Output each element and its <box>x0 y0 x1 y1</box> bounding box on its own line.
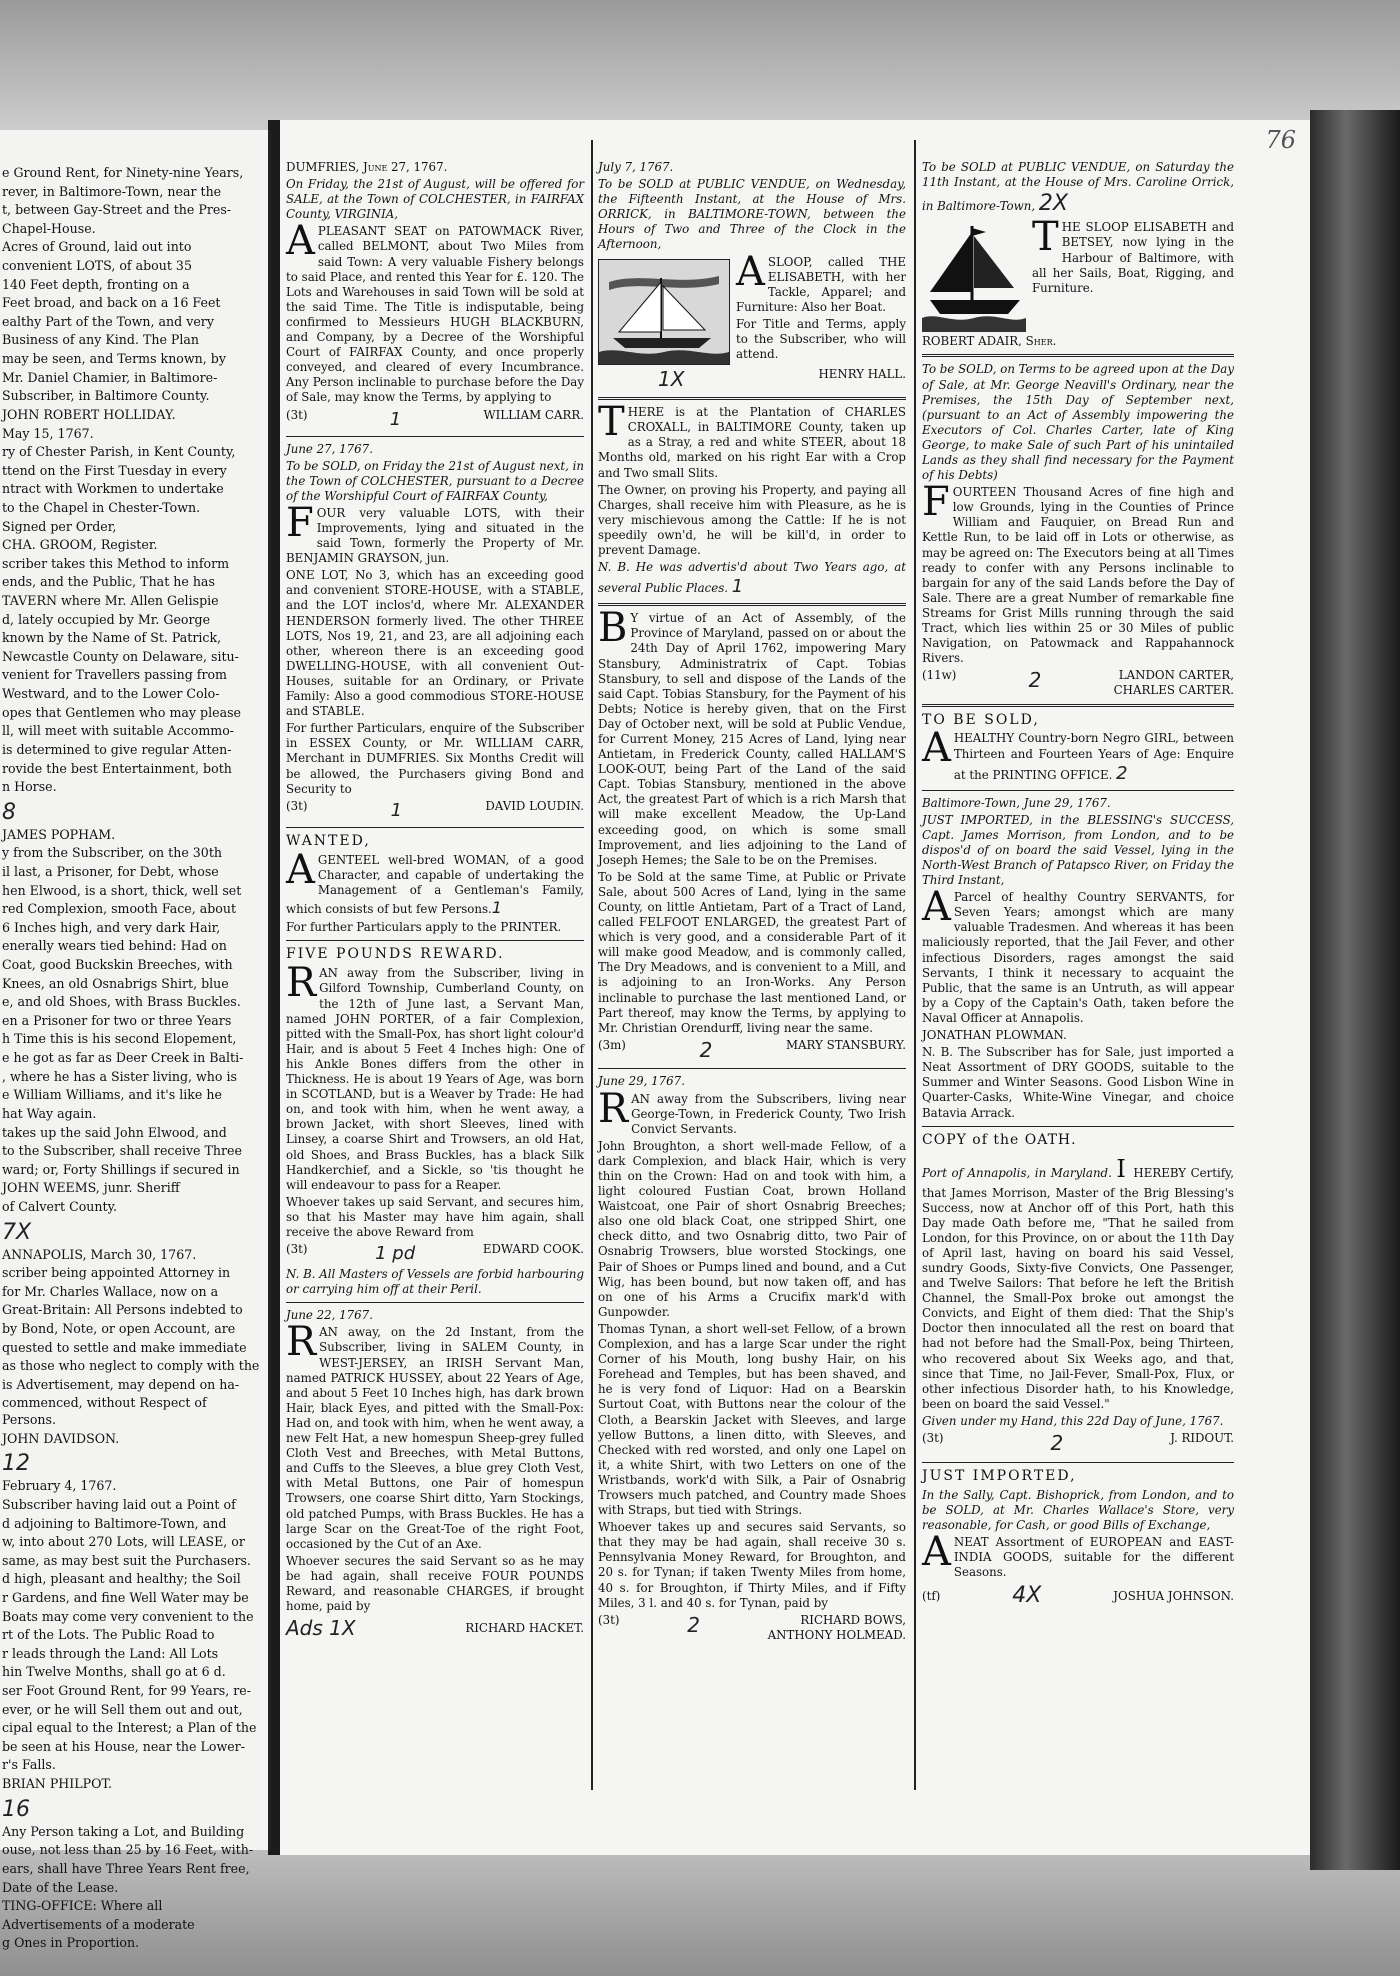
carter-signature-line: (11w) 2 LANDON CARTER, CHARLES CARTER. <box>922 668 1234 698</box>
left-page-line: same, as may best suit the Purchasers. <box>2 1552 251 1568</box>
left-page-line: quested to settle and make immediate <box>2 1339 247 1355</box>
act-ad: B Y virtue of an Act of Assembly, of the Province of Maryland, passed on or about the 24th Day of April 1762, impowering Mary Stansbury, Administratrix of Capt. Tobias Stansbury, to sell and dispose of the Lands of the said Capt. Tobias Stansbury, for the Payment of his Debts; Notice is hereby given, that on the First Day of October next, will be sold at Public Vendue, for Current Money, 215 Acres of Land, lying near Antietam, in Frederick County, called HALLAM'S LOOK-OUT, being Part of the Land of the said Capt. Tobias Stansbury, mentioned in the above Act, the greatest Part of which is a rich Marsh that will make excellent Meadow, the Up-Land exceeding good, on which is some small Improvement, and lies adjoining to the Land of Joseph Hemes; the Sale to be on the Premises. <box>598 605 906 867</box>
left-page-line: takes up the said John Elwood, and <box>2 1124 227 1140</box>
left-page-line: ears, shall have Three Years Rent free, <box>2 1860 250 1876</box>
column-2 <box>598 160 906 1780</box>
sloop-elisabeth-ad: THE SLOOP ELISABETH and BETSEY, now lying in the Harbour of Baltimore, with all her Sails, Boat, Rigging, and Furniture. <box>1032 214 1234 295</box>
left-page-line: Mr. Daniel Chamier, in Baltimore- <box>2 369 218 385</box>
left-page-line: as those who neglect to comply with the <box>2 1358 260 1374</box>
dumfries-ad: APLEASANT SEAT on PATOWMACK River, called BELMONT, about Two Miles from said Town: A very valuable Fishery belongs to said Place, and rented this Year for £. 120. The Lots and Warehouses in said Town will be sold at the said Time. The Title is indisputable, being confirmed to Messieurs HUGH BLACKBURN, and Company, by a Decree of the Worshipful Court of FAIRFAX County, and once properly conveyed, and cleared of every Incumbrance. Any Person inclinable to purchase before the Day of Sale, may know the Terms, by applying to <box>286 218 584 405</box>
left-page-line: JOHN WEEMS, junr. Sheriff <box>2 1180 180 1196</box>
steer-ad-body: The Owner, on proving his Property, and paying all Charges, shall receive him with Pleasure, as he is very mischievous among the Cattle: If he is not speedily own'd, he will be kill'd, in order to prevent Damage. <box>598 482 906 557</box>
hussey-signature-line: Ads 1X RICHARD HACKET. <box>286 1616 584 1641</box>
oath-heading: COPY of the OATH. <box>922 1131 1077 1148</box>
rule <box>598 1068 906 1069</box>
left-page-line: Business of any Kind. The Plan <box>2 332 200 348</box>
left-page-line: e he got as far as Deer Creek in Balti- <box>2 1050 244 1066</box>
left-page-line: e Ground Rent, for Ninety-nine Years, <box>2 165 244 180</box>
left-page-line: BRIAN PHILPOT. <box>2 1776 112 1792</box>
left-page-line: t, between Gay-Street and the Pres- <box>2 202 232 218</box>
sloop-ad: ASLOOP, called THE ELISABETH, with her Tackle, Apparel; and Furniture: Also her Boat. <box>736 248 906 314</box>
main-page <box>280 120 1310 1855</box>
left-page-line: ends, and the Public, That he has <box>2 574 215 590</box>
left-page-line: Signed per Order, <box>2 518 117 534</box>
wanted-ad: AGENTEEL well-bred WOMAN, of a good Character, and capable of undertaking the Management of a Gentleman's Family, which consists of but few Persons.1 <box>286 846 584 917</box>
left-page-line: Subscriber, in Baltimore County. <box>2 388 210 404</box>
left-page-line: r leads through the Land: All Lots <box>2 1645 219 1661</box>
left-page-line: may be seen, and Terms known, by <box>2 351 226 367</box>
lots-dateline: June 27, 1767. <box>286 441 373 456</box>
left-page-line: ward; or, Forty Shillings if secured in <box>2 1161 240 1177</box>
oath-ad: Port of Annapolis, in Maryland. I HEREBY Certify, that James Morrison, Master of the Brig Blessing's Success, now at Anchor off of this Port, hath this Day made Oath before me, "That he sailed from London, for this Province, on or about the 11th Day of April last, having on board his said Vessel, sundry Goods, Sixty-five Convicts, One Passenger, and Twelve Sailors: That before he left the British Channel, the Small-Pox broke out amongst the Convicts, and Eight of them died: That the Ship's Doctor then innoculated all the rest on board that had not before had the Small-Pox, being Thirteen, who recovered about Six Weeks ago, and that, since that Time, no Jail-Fever, Small-Pox, Flux, or other infectious Disorder hath, to his Knowledge, been on board the said Vessel." <box>922 1154 1234 1411</box>
left-page-line: convenient LOTS, of about 35 <box>2 258 192 274</box>
handwritten-mark: 7X <box>2 1219 32 1245</box>
left-page-line: 140 Feet depth, fronting on a <box>2 276 190 292</box>
vendue-dateline: July 7, 1767. <box>598 160 674 174</box>
left-page <box>0 130 271 1951</box>
left-page-line: scriber takes this Method to inform <box>2 555 230 571</box>
left-page-line: ANNAPOLIS, March 30, 1767. <box>2 1246 197 1262</box>
left-page-line: TING-OFFICE: Where all <box>2 1898 163 1914</box>
steer-ad: THERE is at the Plantation of CHARLES CROXALL, in BALTIMORE County, taken up as a Stray, a red and white STEER, about 18 Months old, marked on his right Ear with a Crop and Two small Slits. <box>598 399 906 480</box>
left-page-line: Any Person taking a Lot, and Building <box>2 1823 245 1839</box>
sloop-signature-line: 1X HENRY HALL. <box>658 366 906 391</box>
rule <box>922 790 1234 791</box>
left-page-line: commenced, without Respect of Persons. <box>2 1395 207 1428</box>
left-page-line: Westward, and to the Lower Colo- <box>2 686 220 702</box>
lots-signature-line: (3t) 1 DAVID LOUDIN. <box>286 798 584 821</box>
left-page-line: d adjoining to Baltimore-Town, and <box>2 1515 227 1531</box>
act-signature-line: (3m) 2 MARY STANSBURY. <box>598 1037 906 1062</box>
left-page-line: is determined to give regular Atten- <box>2 741 232 757</box>
left-page-line: to the Subscriber, shall receive Three <box>2 1143 242 1159</box>
import-dateline: Baltimore-Town, June 29, 1767. <box>922 795 1111 810</box>
rule <box>922 1462 1234 1463</box>
servants-ad: A Parcel of healthy Country SERVANTS, for Seven Years; amongst which are many valuable Tradesmen. And whereas it has been maliciously reported, that the Jail Fever, and other infectious Disorders, rages amongst the said Servants, I think it necessary to acquaint the Public, that the same is an Untruth, as will appear by a Copy of the Captain's Oath, taken before the Naval Officer at Annapolis. <box>922 884 1234 1025</box>
left-page-line: known by the Name of St. Patrick, <box>2 630 222 646</box>
left-page-line: of Calvert County. <box>2 1198 118 1214</box>
rule <box>598 397 906 400</box>
left-page-line: February 4, 1767. <box>2 1478 117 1494</box>
column-rule <box>914 140 916 1790</box>
left-page-line: to the Chapel in Chester-Town. <box>2 499 201 515</box>
sloop-ad-body: For Title and Terms, apply to the Subscriber, who will attend. <box>736 316 906 362</box>
rule <box>286 1302 584 1303</box>
convicts-signature-line: (3t) 2 RICHARD BOWS, ANTHONY HOLMEAD. <box>598 1612 906 1642</box>
hussey-dateline: June 22, 1767. <box>286 1308 373 1323</box>
left-page-line: Newcastle County on Delaware, situ- <box>2 648 239 664</box>
left-page-line: Date of the Lease. <box>2 1879 119 1895</box>
left-page-line: h Time this is his second Elopement, <box>2 1031 237 1047</box>
left-page-line: en a Prisoner for two or three Years <box>2 1012 232 1028</box>
convicts-ad-body: Thomas Tynan, a short well-set Fellow, of a brown Complexion, and has a large Scar under the right Corner of his Mouth, long bushy Hair, on his Forehead and Temples, but has been shaved, and he is very fond of Liquor: Had on a Bearskin Surtout Coat, with Buttons near the colour of the Cloth, a Bearskin Jacket with Sleeves, and large yellow Buttons, a linen ditto, with Sleeves, and Checked with red worsted, and only one Lapel on it, a white Shirt, with two Letters on one of the Wristbands, work'd with Silk, a Pair of Osnabrig Trowsers much patched, and Country made Shoes with Straps, but tied with Strings. <box>598 1321 906 1518</box>
left-page-line: il last, a Prisoner, for Debt, whose <box>2 863 219 879</box>
column-rule <box>591 140 593 1790</box>
reward-ad-body: Whoever takes up said Servant, and secures him, so that his Master may have him again, shall receive the above Reward from <box>286 1194 584 1239</box>
vendue-intro: To be SOLD at PUBLIC VENDUE, on Wednesday, the Fifteenth Instant, at the House of Mrs. ORRICK, in BALTIMORE-TOWN, between the Hours of Two and Three of the Clock in the Afternoon, <box>598 177 906 252</box>
left-page-line: be seen at his House, near the Lower- <box>2 1738 245 1754</box>
girl-heading: TO BE SOLD, <box>922 711 1040 728</box>
left-page-line: JOHN DAVIDSON. <box>2 1430 120 1446</box>
left-page-line: ntract with Workmen to undertake <box>2 481 224 497</box>
left-page-line: enerally wears tied behind: Had on <box>2 938 227 954</box>
book-binding <box>1310 110 1400 1870</box>
left-page-line: n Horse. <box>2 779 57 795</box>
left-page-line: hat Way again. <box>2 1105 97 1121</box>
reward-nb: N. B. All Masters of Vessels are forbid harbouring or carrying him off at their Peril. <box>286 1267 584 1297</box>
left-page-line: rovide the best Entertainment, both <box>2 760 232 776</box>
wanted-ad-body: For further Particulars apply to the PRINTER. <box>286 920 562 935</box>
ship-woodcut-image <box>598 259 730 365</box>
carter-intro: To be SOLD, on Terms to be agreed upon at the Day of Sale, at Mr. George Neavill's Ordinary, near the Premises, the 15th Day of September next, (pursuant to an Act of Assembly impowering the Executors of Col. Charles Carter, late of King George, to make Sale of such Part of his unintailed Lands as they shall find necessary for the Payment of his Debts) <box>922 362 1234 483</box>
rule <box>922 704 1234 707</box>
left-page-line: y from the Subscriber, on the 30th <box>2 845 222 861</box>
column-3 <box>922 160 1234 1780</box>
goods-signature-line: (tf) 4X JOSHUA JOHNSON. <box>922 1583 1234 1609</box>
left-page-line: g Ones in Proportion. <box>2 1935 140 1951</box>
left-page-line: d high, pleasant and healthy; the Soil <box>2 1571 241 1587</box>
drop-cap: A <box>286 218 315 265</box>
left-page-line: CHA. GROOM, Register. <box>2 537 158 553</box>
rule <box>598 603 906 606</box>
left-page-column <box>2 165 264 1954</box>
import-intro: JUST IMPORTED, in the BLESSING's SUCCESS, Capt. James Morrison, from London, and to be dispos'd of on board the said Vessel, lying in the North-West Branch of Patapsco River, on Friday the Third Instant, <box>922 812 1234 888</box>
handwritten-mark: 1 <box>389 408 402 430</box>
left-page-line: Feet broad, and back on a 16 Feet <box>2 295 221 311</box>
left-page-line: JAMES POPHAM. <box>2 826 116 842</box>
handwritten-mark: 8 <box>2 799 16 825</box>
left-page-line: for Mr. Charles Wallace, now on a <box>2 1283 219 1299</box>
left-page-line: , where he has a Sister living, who is <box>2 1068 237 1084</box>
left-page-line: r Gardens, and fine Well Water may be <box>2 1589 249 1605</box>
oath-given: Given under my Hand, this 22d Day of June, 1767. <box>922 1413 1224 1428</box>
vendue-heading: To be SOLD at PUBLIC VENDUE, on Saturday the 11th Instant, at the House of Mrs. Caroline Orrick, in Baltimore-Town, 2X <box>922 160 1234 217</box>
left-page-line: ry of Chester Parish, in Kent County, <box>2 444 236 460</box>
ship-woodcut-image <box>922 222 1026 332</box>
left-page-line: Boats may come very convenient to the <box>2 1608 254 1624</box>
left-page-line: e, and old Shoes, with Brass Buckles. <box>2 994 241 1010</box>
rule <box>922 354 1234 357</box>
sloop-ship-icon <box>599 260 729 364</box>
servants-nb: N. B. The Subscriber has for Sale, just imported a Neat Assortment of DRY GOODS, suitable to the Summer and Winter Seasons. Good Lisbon Wine in Quarter-Casks, White-Wine Vinegar, and choice Batavia Arrack. <box>922 1045 1234 1120</box>
left-page-line: Coat, good Buckskin Breeches, with <box>2 957 233 973</box>
reward-ad: RAN away from the Subscriber, living in Gilford Township, Cumberland County, on the 12th of June last, a Servant Man, named JOHN PORTER, of a fair Complexion, pitted with the Small-Pox, has short light colour'd Hair, and is about 5 Feet 4 Inches high: One of his Ankle Bones differs from the other in Thickness. He is about 19 Years of Age, was born in SCOTLAND, but is a Weaver by Trade: He had on, and took with him, when he went away, a brown Jacket, with short Sleeves, lined with Linsey, a coarse Shirt and Trowsers, an old Hat, old Shoes, and Brass Buckles, has a black Silk Handkerchief, and a Sickle, so 'tis thought he will endeavour to pass for a Reaper. <box>286 960 584 1192</box>
left-page-line: w, into about 270 Lots, will LEASE, or <box>2 1534 245 1550</box>
lots-ad-body: For further Particulars, enquire of the Subscriber in ESSEX County, or Mr. WILLIAM CARR, Merchant in DUMFRIES. Six Months Credit will be allowed, the Purchasers giving Bond and Security to <box>286 721 584 796</box>
left-page-line: rt of the Lots. The Public Road to <box>2 1627 215 1643</box>
left-page-line: Knees, an old Osnabrigs Shirt, blue <box>2 975 229 991</box>
left-page-line: ever, or he will Sell them out and out, <box>2 1701 243 1717</box>
scan-top-background <box>0 0 1400 135</box>
left-page-line: r's Falls. <box>2 1757 56 1773</box>
left-page-line: by Bond, Note, or open Account, are <box>2 1321 236 1337</box>
lots-ad: FOUR very valuable LOTS, with their Improvements, lying and situated in the said Town, formerly the Property of Mr. BENJAMIN GRAYSON, jun. <box>286 499 584 566</box>
convicts-ad-body: John Broughton, a short well-made Fellow, of a dark Complexion, and black Hair, which is very thin on the Crown: Had on and took with him, a light coloured Fustian Coat, brown Holland Waistcoat, one Pair of short Osnabrig Breeches; also one old black Coat, one stripped Shirt, one check ditto, and two Osnabrig ditto, two Pair of Osnabrig Trowsers, blue worsted Stockings, one Pair of Shoes or Pumps lined and bound, and a Cut Wig, has been bound, but now taken off, and has on one of his Arms a Crucifix mark'd with Gunpowder. <box>598 1138 906 1319</box>
left-page-line: ttend on the First Tuesday in every <box>2 462 227 478</box>
left-page-line: JOHN ROBERT HOLLIDAY. <box>2 406 176 422</box>
left-page-line: d, lately occupied by Mr. George <box>2 611 211 627</box>
left-page-line: TAVERN where Mr. Allen Gelispie <box>2 593 219 609</box>
left-page-line: rever, in Baltimore-Town, near the <box>2 183 222 199</box>
convicts-ad: RAN away from the Subscribers, living near George-Town, in Frederick County, Two Irish Convict Servants. <box>598 1085 906 1136</box>
reward-signature-line: (3t) 1 pd EDWARD COOK. <box>286 1242 584 1265</box>
left-page-line: scriber being appointed Attorney in <box>2 1265 231 1281</box>
left-page-line: ll, will meet with suitable Accommo- <box>2 723 235 739</box>
left-page-line: is Advertisement, may depend on ha- <box>2 1376 240 1392</box>
european-goods-ad: ANEAT Assortment of EUROPEAN and EAST-INDIA GOODS, suitable for the different Seasons. <box>922 1528 1234 1579</box>
left-page-line: cipal equal to the Interest; a Plan of the <box>2 1720 257 1736</box>
sloop-elisabeth-signature: ROBERT ADAIR, Sher. <box>922 334 1057 349</box>
lots-intro: To be SOLD, on Friday the 21st of August next, in the Town of COLCHESTER, pursuant to a Decree of the Worshipful Court of FAIRFAX County, <box>286 458 584 503</box>
left-page-line: venient for Travellers passing from <box>2 667 227 683</box>
dumfries-dateline: DUMFRIES, June 27, 1767. <box>286 160 448 174</box>
dumfries-signature-line: (3t) 1 WILLIAM CARR. <box>286 407 584 430</box>
left-page-line: red Complexion, smooth Face, about <box>2 901 237 917</box>
left-page-line: hin Twelve Months, shall go at 6 d. <box>2 1664 226 1680</box>
left-page-line: 6 Inches high, and very dark Hair, <box>2 919 221 935</box>
handwritten-mark: 12 <box>2 1451 30 1477</box>
hussey-ad-body: Whoever secures the said Servant so as he may be had again, shall receive FOUR POUNDS Reward, and reasonable CHARGES, if brought home, paid by <box>286 1553 584 1614</box>
left-page-line: e William Williams, and it's like he <box>2 1087 222 1103</box>
left-page-line: ouse, not less than 25 by 16 Feet, with- <box>2 1842 254 1858</box>
wanted-heading: WANTED, <box>286 832 371 849</box>
carter-ad: FOURTEEN Thousand Acres of fine high and low Grounds, lying in the Counties of Prince William and Fauquier, on Bread Run and Kettle Run, to be laid off in Lots or otherwise, as may be agreed on: The Executors being at all Times ready to confer with any Persons inclinable to bargain for any of the said Lands before the Day of Sale. There are a great Number of remarkable fine Streams for Grist Mills running through the said Tract, which lies within 25 or 30 Miles of public Navigation, on Patowmack and Rappahannock Rivers. <box>922 479 1234 666</box>
dumfries-intro: On Friday, the 21st of August, will be offered for SALE, at the Town of COLCHESTER, in FAIRFAX County, VIRGINIA, <box>286 177 584 222</box>
left-page-line: Great-Britain: All Persons indebted to <box>2 1302 243 1318</box>
reward-heading: FIVE POUNDS REWARD. <box>286 946 505 963</box>
just-imported-intro: In the Sally, Capt. Bishoprick, from London, and to be SOLD, at Mr. Charles Wallace's Store, very reasonable, for Cash, or good Bills of Exchange, <box>922 1487 1234 1532</box>
convicts-ad-body: Whoever takes up and secures said Servants, so that they may be had again, shall receive 30 s. Pennsylvania Money Reward, for Broughton, and 20 s. for Tynan; if taken Twenty Miles from home, 40 s. for Broughton, if Thirty Miles, and if Fifty Miles, 3 l. and 40 s. for Tynan, paid by <box>598 1520 906 1610</box>
column-1 <box>286 160 584 1780</box>
just-imported-heading: JUST IMPORTED, <box>922 1467 1077 1484</box>
steer-nb: N. B. He was advertis'd about Two Years ago, at several Public Places. 1 <box>598 560 906 598</box>
hussey-ad: RAN away, on the 2d Instant, from the Subscriber, living in SALEM County, in WEST-JERSEY, an IRISH Servant Man, named PATRICK HUSSEY, about 22 Years of Age, and about 5 Feet 10 Inches high, has dark brown Hair, black Eyes, and pitted with the Small-Pox: Had on, and took with him, when he went away, a new Felt Hat, a new homespun Sheep-grey fulled Cloth Vest and Breeches, with Metal Buttons, and Cuffs to the Sleeves, a blue grey Cloth Vest, with Metal Buttons, one Pair of homespun Trowsers, one coarse Shirt ditto, Yarn Stockings, old patched Pumps, with Brass Buckles. He has a large Scar on the Great-Toe of the right Foot, occasioned by the Cut of an Axe. <box>286 1319 584 1551</box>
left-page-line: ser Foot Ground Rent, for 99 Years, re- <box>2 1683 251 1699</box>
handwritten-mark: 16 <box>2 1796 30 1822</box>
oath-signature-line: (3t) 2 J. RIDOUT. <box>922 1431 1234 1455</box>
folio-number: 76 <box>1265 126 1296 154</box>
act-ad-body: To be Sold at the same Time, at Public or Private Sale, about 500 Acres of Land, lying in the same County, on little Antietam, Part of a Tract of Land, called FELFOOT ENLARGED, the greatest Part of which is very good, and a considerable Part of it will make good Meadow, and is commonly called, The Dry Meadows, and is convenient to a Mill, and is adjoining to an Iron-Works. Any Person inclinable to purchase the last mentioned Land, or Part thereof, may know the Terms, by applying to Mr. Christian Orendurff, living near the same. <box>598 869 906 1035</box>
left-page-line: ealthy Part of the Town, and very <box>2 313 214 329</box>
left-page-line: Acres of Ground, laid out into <box>2 239 192 255</box>
left-page-line: May 15, 1767. <box>2 425 94 441</box>
girl-ad: AHEALTHY Country-born Negro GIRL, between Thirteen and Fourteen Years of Age: Enquire at the PRINTING OFFICE. 2 <box>922 725 1234 784</box>
sloop-ship-icon <box>922 222 1026 332</box>
lots-ad-body: ONE LOT, No 3, which has an exceeding good and convenient STORE-HOUSE, with a STABLE, and the LOT inclos'd, where Mr. ALEXANDER HENDERSON formerly lived. The other THREE LOTS, Nos 19, 21, and 23, are all adjoining each other, whereon there is an exceeding good DWELLING-HOUSE, with all convenient Out-Houses, suitable for an Ordinary, or Private Family: Also a good commodious STORE-HOUSE and STABLE. <box>286 568 584 719</box>
left-page-line: Subscriber having laid out a Point of <box>2 1496 236 1512</box>
rule <box>286 436 584 437</box>
rule <box>286 827 584 828</box>
left-page-line: opes that Gentlemen who may please <box>2 704 241 720</box>
left-page-line: Chapel-House. <box>2 220 96 236</box>
rule <box>922 1126 1234 1127</box>
servants-signature: JONATHAN PLOWMAN. <box>922 1028 1067 1043</box>
left-page-line: hen Elwood, is a short, thick, well set <box>2 882 242 898</box>
rule <box>286 940 584 941</box>
convicts-dateline: June 29, 1767. <box>598 1074 685 1089</box>
left-page-line: Advertisements of a moderate <box>2 1916 195 1932</box>
